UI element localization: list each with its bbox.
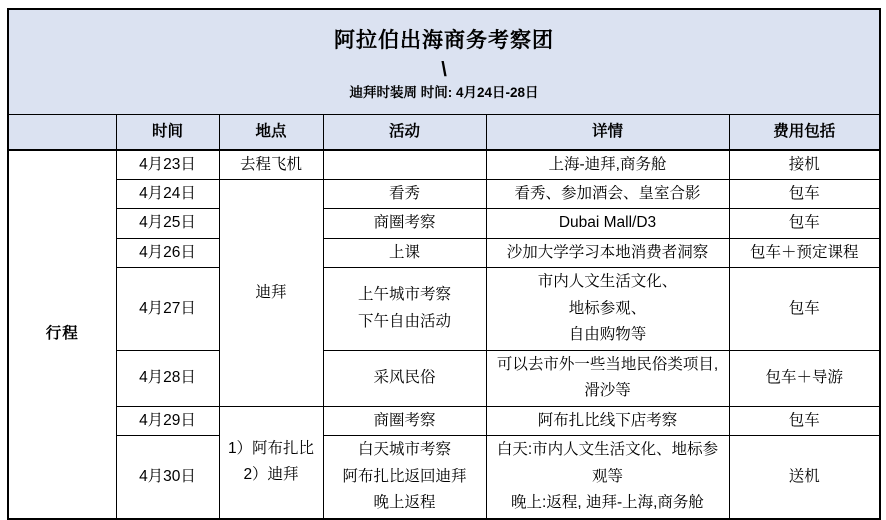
- page-title: 阿拉伯出海商务考察团: [334, 29, 554, 52]
- activity-line: 白天城市考察: [357, 441, 451, 459]
- cell-fee: 送机: [729, 435, 880, 519]
- details-line: 晚上:返程, 迪拜-上海,商务舱: [511, 494, 704, 512]
- cell-fee: 接机: [729, 150, 880, 180]
- cell-details: 上海-迪拜,商务舱: [486, 150, 729, 180]
- title-row: [8, 9, 880, 115]
- cell-date: 4月29日: [116, 406, 219, 435]
- cell-activity: [323, 267, 486, 350]
- cell-fee: 包车: [729, 179, 880, 208]
- activity-line: 晚上返程: [373, 494, 436, 512]
- itinerary-table: [7, 8, 881, 520]
- cell-date: 4月28日: [116, 350, 219, 406]
- cell-place: 去程飞机: [219, 150, 323, 180]
- cell-activity: [323, 435, 486, 519]
- details-line: 自由购物等: [568, 326, 647, 344]
- page-subtitle: 迪拜时装周 时间: 4月24日-28日: [349, 85, 539, 101]
- cell-activity-empty: [323, 150, 486, 180]
- cell-date: 4月26日: [116, 238, 219, 267]
- table-row: [8, 406, 880, 435]
- cell-date: 4月23日: [116, 150, 219, 180]
- title-block: [9, 10, 879, 114]
- place-line: 1）阿布扎比: [227, 439, 315, 457]
- row-group-label: 行程: [8, 150, 116, 520]
- table-title-cell: [8, 9, 880, 115]
- col-header-fees: 费用包括: [729, 115, 880, 150]
- backslash-divider: \: [441, 59, 447, 82]
- cell-details: [486, 435, 729, 519]
- cell-details: 阿布扎比线下店考察: [486, 406, 729, 435]
- table-row: [8, 435, 880, 519]
- activity-line: 上午城市考察: [357, 286, 451, 304]
- cell-activity: 商圈考察: [323, 209, 486, 238]
- table-row: [8, 350, 880, 406]
- details-line: 市内人文生活文化、: [537, 272, 678, 290]
- cell-fee: 包车: [729, 209, 880, 238]
- cell-place-merged-abudhabi-dubai: [219, 406, 323, 519]
- cell-activity: 商圈考察: [323, 406, 486, 435]
- cell-fee: 包车＋导游: [729, 350, 880, 406]
- cell-fee: 包车＋预定课程: [729, 238, 880, 267]
- cell-date: 4月25日: [116, 209, 219, 238]
- col-header-place: 地点: [219, 115, 323, 150]
- column-header-row: [8, 115, 880, 150]
- cell-date: 4月27日: [116, 267, 219, 350]
- cell-details: 沙加大学学习本地消费者洞察: [486, 238, 729, 267]
- cell-activity: 看秀: [323, 179, 486, 208]
- activity-line: 下午自由活动: [357, 312, 451, 330]
- col-header-details: 详情: [486, 115, 729, 150]
- cell-place-merged-dubai: 迪拜: [219, 179, 323, 406]
- table-row: [8, 267, 880, 350]
- table-row: [8, 150, 880, 180]
- details-line: 白天:市内人文生活文化、地标参观等: [496, 441, 719, 485]
- table-row: [8, 209, 880, 238]
- cell-fee: 包车: [729, 267, 880, 350]
- corner-cell: [8, 115, 116, 150]
- cell-activity: 上课: [323, 238, 486, 267]
- place-line: 2）迪拜: [243, 466, 299, 484]
- cell-fee: 包车: [729, 406, 880, 435]
- col-header-activity: 活动: [323, 115, 486, 150]
- col-header-time: 时间: [116, 115, 219, 150]
- cell-details: 看秀、参加酒会、皇室合影: [486, 179, 729, 208]
- activity-line: 阿布扎比返回迪拜: [342, 467, 467, 485]
- table-row: [8, 238, 880, 267]
- cell-details: 可以去市外一些当地民俗类项目,滑沙等: [486, 350, 729, 406]
- details-line: 地标参观、: [568, 299, 647, 317]
- table-row: [8, 179, 880, 208]
- cell-details: [486, 267, 729, 350]
- cell-date: 4月30日: [116, 435, 219, 519]
- cell-activity: 采风民俗: [323, 350, 486, 406]
- cell-date: 4月24日: [116, 179, 219, 208]
- cell-details: Dubai Mall/D3: [486, 209, 729, 238]
